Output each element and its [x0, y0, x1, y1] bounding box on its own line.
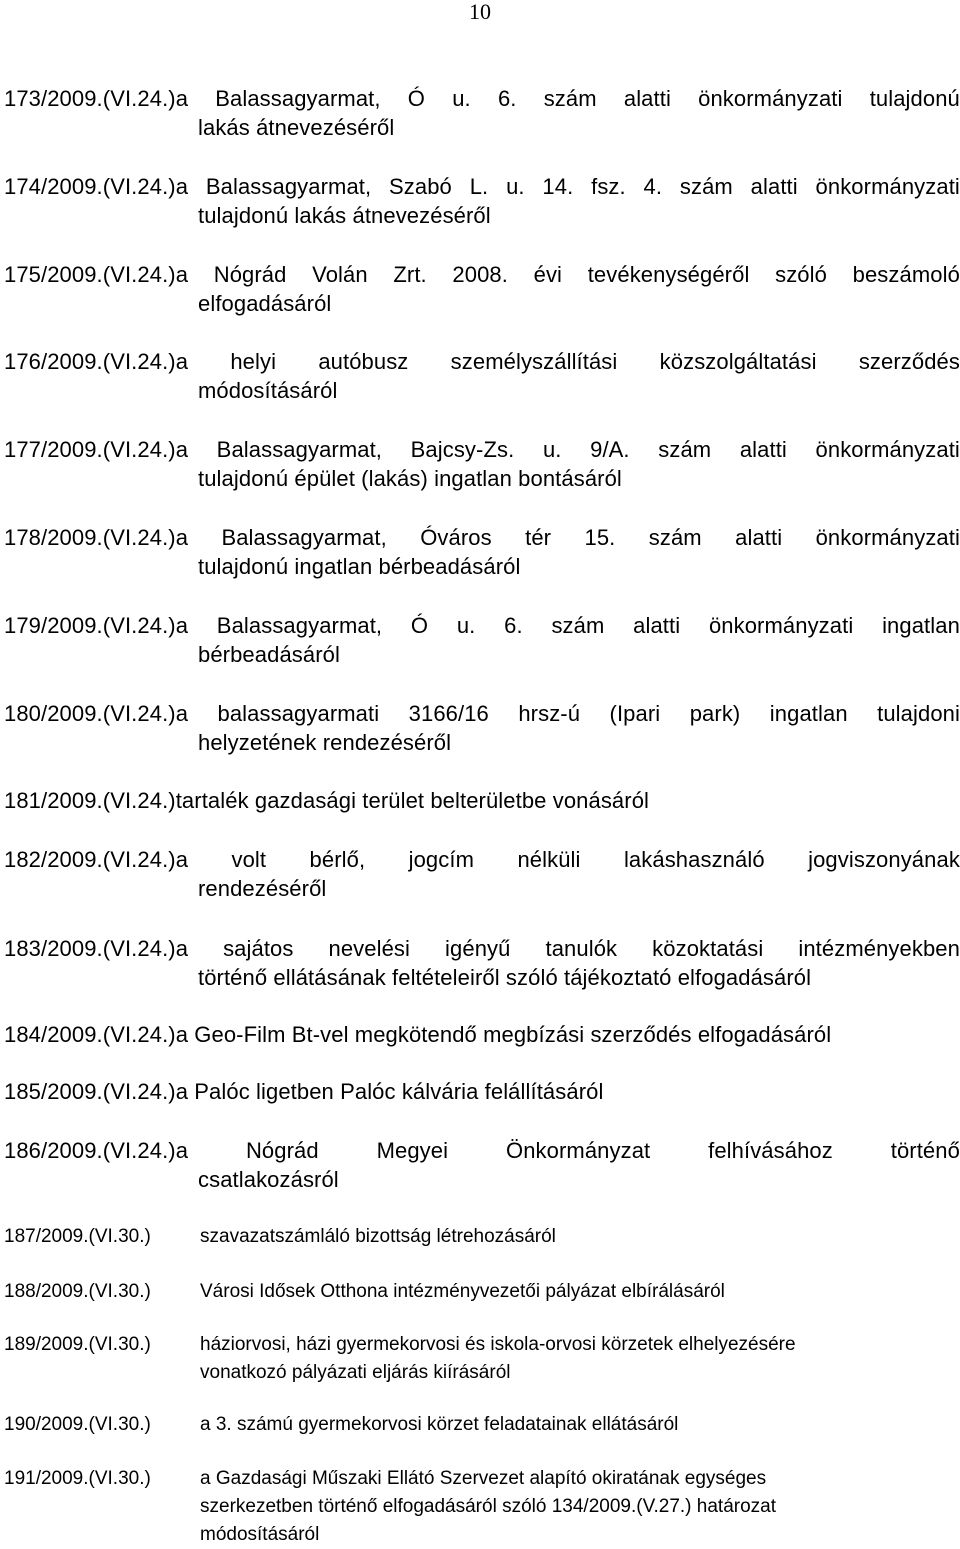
title-word: szám — [648, 525, 702, 550]
title-word: u. — [452, 86, 471, 111]
resolution-entry — [4, 786, 960, 815]
title-word: alatti — [739, 437, 787, 462]
resolution-code: 191/2009.(VI.30.) — [4, 1468, 151, 1489]
resolution-title — [200, 1465, 960, 1549]
title-word: Zrt. — [393, 262, 427, 287]
resolution-title-line: a 3. számú gyermekorvosi körzet feladatainak ellátásáról — [200, 1414, 679, 1435]
title-word: balassagyarmati — [217, 701, 380, 726]
title-word: a — [175, 86, 189, 111]
resolution-entry — [4, 523, 960, 581]
title-word: a — [175, 349, 189, 374]
title-word: közoktatási — [652, 936, 764, 961]
title-word: ingatlan — [882, 613, 960, 638]
entry-first-line — [4, 1020, 960, 1049]
page-number: 10 — [469, 0, 491, 24]
resolution-entry — [4, 1278, 960, 1306]
title-word: alatti — [623, 86, 671, 111]
title-word: ingatlan — [769, 701, 848, 726]
title-word: 15. — [584, 525, 616, 550]
title-word: Balassagyarmat, — [216, 613, 383, 638]
resolution-title-line-2: történő ellátásának feltételeiről szóló tájékoztató elfogadásáról — [198, 965, 812, 990]
title-word: a — [175, 174, 189, 199]
title-word: helyi — [230, 349, 277, 374]
title-word: beszámoló — [852, 262, 960, 287]
title-word: tér — [525, 525, 552, 550]
resolution-entry — [4, 1411, 960, 1439]
resolution-title-line-2: elfogadásáról — [198, 291, 332, 316]
resolution-title-line: vonatkozó pályázati eljárás kiírásáról — [200, 1362, 511, 1383]
resolution-code: 188/2009.(VI.30.) — [4, 1281, 151, 1302]
resolution-code: 178/2009.(VI.24.) — [4, 525, 176, 550]
title-word: Nógrád — [213, 262, 287, 287]
title-word: 4. — [643, 174, 663, 199]
entry-first-line — [4, 435, 960, 464]
justified-words — [176, 347, 960, 376]
title-word: évi — [533, 262, 563, 287]
resolution-entry — [4, 1077, 960, 1106]
resolution-code: 174/2009.(VI.24.) — [4, 174, 176, 199]
title-word: tulajdoni — [877, 701, 960, 726]
title-word: Megyei — [376, 1138, 449, 1163]
resolution-entry — [4, 347, 960, 405]
resolution-title-line: a Palóc ligetben Palóc kálvária felállításáról — [175, 1079, 604, 1104]
justified-words — [176, 699, 960, 728]
entry-first-line — [4, 84, 960, 113]
title-word: bérlő, — [309, 847, 366, 872]
resolution-title — [200, 1411, 960, 1439]
title-word: Balassagyarmat, — [216, 437, 383, 462]
resolution-entry — [4, 934, 960, 992]
entry-first-line — [4, 934, 960, 963]
resolution-code: 181/2009.(VI.24.) — [4, 788, 176, 813]
title-word: Balassagyarmat, — [221, 525, 387, 550]
resolution-code: 187/2009.(VI.30.) — [4, 1226, 151, 1247]
title-word: tanulók — [545, 936, 618, 961]
title-word: Nógrád — [245, 1138, 319, 1163]
justified-words — [176, 84, 960, 113]
title-word: a — [175, 1138, 189, 1163]
title-word: Balassagyarmat, — [215, 86, 381, 111]
resolution-title-line: szerkezetben történő elfogadásáról szóló 134/2009.(V.27.) határozat — [200, 1496, 777, 1517]
title-word: a — [175, 262, 189, 287]
title-word: a — [175, 936, 189, 961]
justified-words — [176, 845, 960, 874]
title-word: szóló — [775, 262, 827, 287]
title-word: alatti — [735, 525, 783, 550]
title-word: alatti — [750, 174, 798, 199]
title-word: 14. — [542, 174, 574, 199]
resolution-code: 180/2009.(VI.24.) — [4, 701, 176, 726]
title-word: a — [175, 613, 189, 638]
title-word: Bajcsy-Zs. — [410, 437, 515, 462]
resolution-code: 184/2009.(VI.24.) — [4, 1022, 176, 1047]
title-word: nevelési — [328, 936, 411, 961]
resolution-title-line-2: csatlakozásról — [198, 1167, 339, 1192]
resolution-entry — [4, 260, 960, 318]
entry-first-line — [4, 845, 960, 874]
resolution-code: 176/2009.(VI.24.) — [4, 349, 176, 374]
entry-first-line — [4, 172, 960, 201]
title-word: szám — [543, 86, 597, 111]
title-word: Ó — [410, 613, 429, 638]
justified-words — [176, 435, 960, 464]
justified-words — [176, 172, 960, 201]
title-word: 2008. — [452, 262, 508, 287]
title-word: park) — [689, 701, 741, 726]
title-word: szám — [658, 437, 712, 462]
title-word: (Ipari — [609, 701, 661, 726]
title-word: személyszállítási — [450, 349, 618, 374]
title-word: 3166/16 — [408, 701, 489, 726]
entry-first-line — [4, 786, 960, 815]
resolution-code: 179/2009.(VI.24.) — [4, 613, 176, 638]
resolution-title — [200, 1278, 960, 1306]
title-word: önkormányzati — [815, 174, 960, 199]
title-word: jogviszonyának — [808, 847, 960, 872]
entry-first-line — [4, 611, 960, 640]
resolution-code: 190/2009.(VI.30.) — [4, 1414, 151, 1435]
resolution-code: 182/2009.(VI.24.) — [4, 847, 176, 872]
resolution-title-line: Városi Idősek Otthona intézményvezetői pályázat elbírálásáról — [200, 1281, 725, 1302]
title-word: lakáshasználó — [623, 847, 765, 872]
title-word: a — [175, 437, 189, 462]
title-word: L. — [469, 174, 489, 199]
resolution-entry — [4, 1465, 960, 1549]
entry-first-line — [4, 347, 960, 376]
title-word: önkormányzati — [708, 613, 854, 638]
title-word: intézményekben — [798, 936, 960, 961]
resolution-title-line: a Gazdasági Műszaki Ellátó Szervezet alapító okiratának egységes — [200, 1468, 767, 1489]
resolution-entry — [4, 435, 960, 493]
resolution-title-line-2: rendezéséről — [198, 876, 327, 901]
title-word: Óváros — [420, 525, 492, 550]
title-word: a — [175, 701, 189, 726]
title-word: szerződés — [858, 349, 960, 374]
resolution-title-line-2: tulajdonú lakás átnevezéséről — [198, 203, 491, 228]
resolution-entry — [4, 699, 960, 757]
title-word: a — [175, 847, 189, 872]
title-word: önkormányzati — [698, 86, 843, 111]
resolution-title-line-2: tulajdonú épület (lakás) ingatlan bontásáról — [198, 466, 622, 491]
resolution-title-line-2: helyzetének rendezéséről — [198, 730, 452, 755]
title-word: Szabó — [389, 174, 452, 199]
title-word: szám — [551, 613, 605, 638]
resolution-code: 186/2009.(VI.24.) — [4, 1138, 176, 1163]
resolution-code: 175/2009.(VI.24.) — [4, 262, 176, 287]
justified-words — [176, 611, 960, 640]
title-word: tevékenységéről — [587, 262, 750, 287]
resolution-code: 183/2009.(VI.24.) — [4, 936, 176, 961]
title-word: autóbusz — [318, 349, 409, 374]
title-word: u. — [456, 613, 476, 638]
resolution-title — [200, 1331, 960, 1387]
resolution-entry — [4, 1223, 960, 1251]
title-word: önkormányzati — [815, 525, 960, 550]
entry-first-line — [4, 699, 960, 728]
title-word: Volán — [312, 262, 368, 287]
resolution-title-line: a Geo-Film Bt-vel megkötendő megbízási szerződés elfogadásáról — [175, 1022, 832, 1047]
title-word: 9/A. — [590, 437, 630, 462]
title-word: jogcím — [408, 847, 475, 872]
title-word: hrsz-ú — [518, 701, 581, 726]
title-word: Önkormányzat — [505, 1138, 651, 1163]
resolution-title — [200, 1223, 960, 1251]
title-word: u. — [506, 174, 525, 199]
resolution-title-line: tartalék gazdasági terület belterületbe vonásáról — [175, 788, 650, 813]
entry-first-line — [4, 1077, 960, 1106]
justified-words — [176, 260, 960, 289]
resolution-entry — [4, 845, 960, 903]
justified-words — [176, 1136, 960, 1165]
title-word: u. — [542, 437, 562, 462]
title-word: tulajdonú — [869, 86, 960, 111]
resolution-entry — [4, 172, 960, 230]
resolution-title-line-2: módosításáról — [198, 378, 338, 403]
resolution-title-line-2: lakás átnevezéséről — [198, 115, 395, 140]
title-word: szám — [679, 174, 733, 199]
justified-words — [176, 934, 960, 963]
title-word: közszolgáltatási — [659, 349, 817, 374]
resolution-entry — [4, 1020, 960, 1049]
title-word: a — [175, 525, 189, 550]
title-word: önkormányzati — [815, 437, 960, 462]
title-word: történő — [890, 1138, 960, 1163]
title-word: fsz. — [591, 174, 626, 199]
resolution-entry — [4, 611, 960, 669]
title-word: 6. — [497, 86, 517, 111]
resolution-title-line-2: tulajdonú ingatlan bérbeadásáról — [198, 554, 521, 579]
justified-words — [176, 523, 960, 552]
title-word: volt — [231, 847, 267, 872]
resolution-title-line: módosításáról — [200, 1524, 320, 1545]
title-word: alatti — [633, 613, 681, 638]
title-word: Balassagyarmat, — [205, 174, 372, 199]
title-word: Ó — [407, 86, 426, 111]
resolution-title-line: háziorvosi, házi gyermekorvosi és iskola-orvosi körzetek elhelyezésére — [200, 1334, 796, 1355]
resolution-entry — [4, 1331, 960, 1387]
resolution-entry — [4, 1136, 960, 1194]
resolution-code: 173/2009.(VI.24.) — [4, 86, 176, 111]
title-word: sajátos — [223, 936, 294, 961]
title-word: 6. — [504, 613, 523, 638]
title-word: igényű — [445, 936, 511, 961]
entry-first-line — [4, 260, 960, 289]
resolution-title-line: szavazatszámláló bizottság létrehozásáról — [200, 1226, 556, 1247]
resolution-code: 177/2009.(VI.24.) — [4, 437, 176, 462]
resolution-title-line-2: bérbeadásáról — [198, 642, 340, 667]
title-word: felhívásához — [708, 1138, 833, 1163]
entry-first-line — [4, 1136, 960, 1165]
resolution-code: 189/2009.(VI.30.) — [4, 1334, 151, 1355]
entry-first-line — [4, 523, 960, 552]
title-word: nélküli — [517, 847, 581, 872]
resolution-code: 185/2009.(VI.24.) — [4, 1079, 176, 1104]
resolution-entry — [4, 84, 960, 142]
